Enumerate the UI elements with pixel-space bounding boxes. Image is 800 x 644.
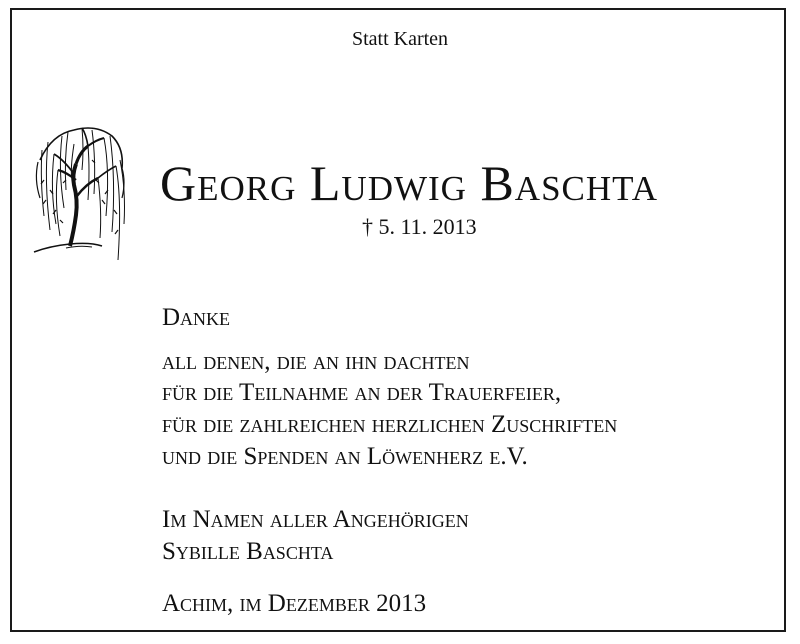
header-note: Statt Karten bbox=[351, 28, 449, 50]
signature-name: Sybille Baschta bbox=[162, 538, 334, 565]
cross-icon: † bbox=[362, 214, 373, 239]
thanks-line: für die Teilnahme an der Trauerfeier, bbox=[162, 379, 562, 406]
death-date-line bbox=[362, 214, 477, 240]
thanks-heading: Danke bbox=[162, 304, 231, 331]
deceased-name: Georg Ludwig Baschta bbox=[160, 155, 659, 211]
notice-border bbox=[10, 8, 786, 632]
death-date: 5. 11. 2013 bbox=[378, 214, 477, 239]
signature-line: Im Namen aller Angehörigen bbox=[162, 506, 469, 533]
place-date: Achim, im Dezember 2013 bbox=[162, 590, 427, 617]
thanks-line: all denen, die an ihn dachten bbox=[162, 348, 470, 375]
thanks-line: für die zahlreichen herzlichen Zuschriften bbox=[162, 411, 618, 438]
weeping-willow-icon bbox=[30, 120, 130, 268]
thanks-line: und die Spenden an Löwenherz e.V. bbox=[162, 443, 528, 470]
